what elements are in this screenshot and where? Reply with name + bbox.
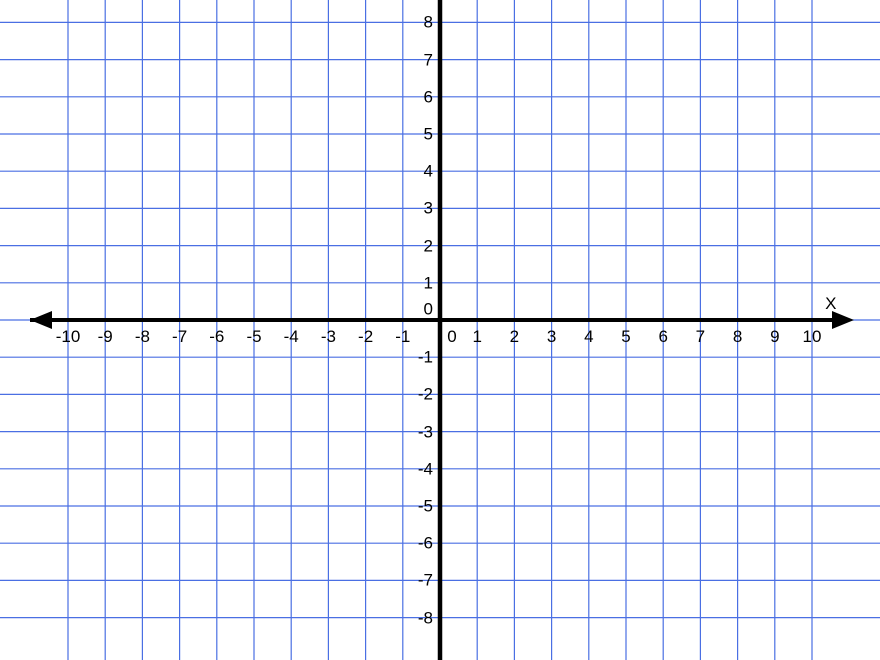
- y-tick-label: -4: [417, 459, 433, 479]
- y-tick-label: -8: [417, 608, 433, 628]
- x-axis-label: X: [825, 294, 837, 314]
- x-tick-label: 5: [621, 327, 631, 346]
- x-tick-label: 1: [472, 327, 482, 346]
- y-tick-label: 8: [423, 12, 433, 32]
- y-tick-label: 6: [423, 87, 433, 107]
- x-tick-label: -2: [358, 327, 374, 346]
- x-tick-label: -10: [55, 327, 81, 346]
- y-tick-label: 5: [423, 124, 433, 144]
- x-tick-label: -1: [395, 327, 411, 346]
- x-tick-label: -6: [209, 327, 225, 346]
- x-tick-label: -3: [320, 327, 336, 346]
- y-tick-label: 7: [423, 50, 433, 70]
- x-tick-label: -5: [246, 327, 262, 346]
- y-tick-label: 2: [423, 236, 433, 256]
- x-tick-label: 10: [802, 327, 822, 346]
- x-tick-label: 7: [695, 327, 706, 346]
- x-tick-label: -7: [172, 327, 188, 346]
- x-tick-label: -4: [283, 327, 299, 346]
- y-tick-label: 4: [423, 161, 433, 181]
- x-tick-label: -9: [97, 327, 113, 346]
- y-tick-label: -7: [417, 570, 433, 590]
- x-tick-label: 9: [770, 327, 780, 346]
- origin-label: 0: [423, 299, 433, 319]
- x-tick-label: 2: [509, 327, 520, 346]
- y-tick-label: 3: [423, 198, 433, 218]
- x-tick-label: 3: [546, 327, 557, 346]
- x-tick-label: 4: [584, 327, 594, 346]
- x-tick-label: -8: [134, 327, 150, 346]
- y-tick-label: -5: [417, 496, 433, 516]
- y-tick-label: -2: [417, 384, 433, 404]
- x-tick-label: 6: [658, 327, 668, 346]
- y-tick-label: 1: [423, 273, 433, 293]
- y-tick-label: -1: [417, 347, 433, 367]
- x-tick-label: 0: [447, 327, 457, 346]
- y-tick-label: -6: [417, 533, 433, 553]
- y-tick-label: -3: [417, 422, 433, 442]
- x-tick-label: 8: [732, 327, 743, 346]
